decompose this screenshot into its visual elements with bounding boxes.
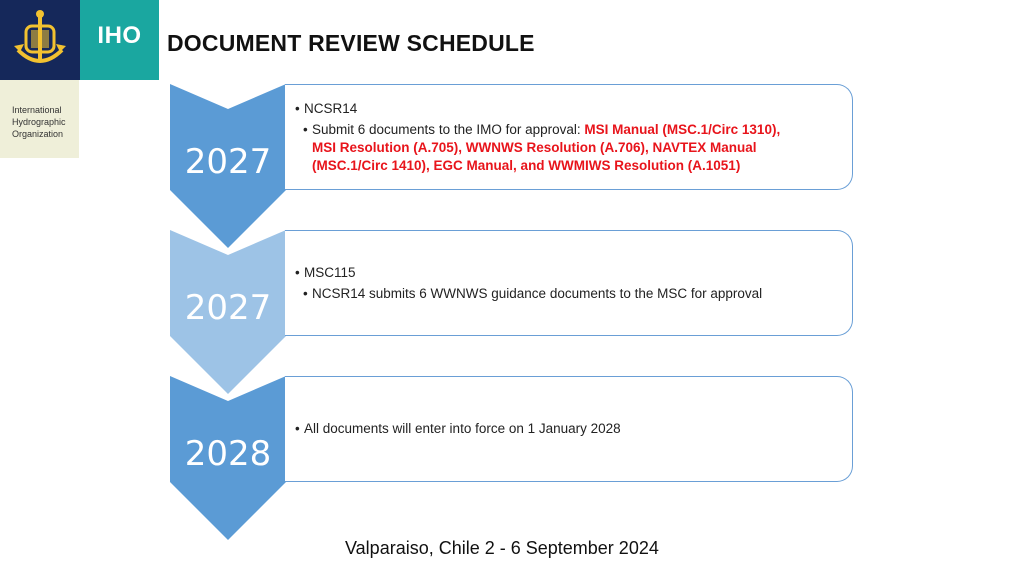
iho-abbr: IHO <box>97 22 142 49</box>
step-card-1 <box>285 84 853 190</box>
doc-list-line: MSI Manual (MSC.1/Circ 1310), <box>584 122 781 137</box>
doc-list-line: (MSC.1/Circ 1410), EGC Manual, and WWMIWS Resolution (A.1051) <box>312 158 741 173</box>
step-year: 2027 <box>184 142 272 182</box>
org-name-line: International <box>12 105 62 115</box>
page-title: DOCUMENT REVIEW SCHEDULE <box>167 30 535 56</box>
org-name-block <box>0 80 79 158</box>
timeline-chevron-3 <box>170 376 286 540</box>
step-sub-bullet: • Submit 6 documents to the IMO for approval: MSI Manual (MSC.1/Circ 1310), MSI Resolution (A.705), WWNWS Resolution (A.706), NAVTEX Manual (MSC.1/Circ 1410), EGC Manual, and WWMIWS Resolution (A.1051) <box>303 122 781 173</box>
step-year: 2027 <box>184 288 272 328</box>
org-name-line: Organization <box>12 129 64 139</box>
iho-wordmark <box>80 0 159 80</box>
org-name-line: Hydrographic <box>12 117 66 127</box>
footer-location-date: Valparaiso, Chile 2 - 6 September 2024 <box>345 538 659 558</box>
step-bullet: • NCSR14 <box>295 101 358 116</box>
org-name <box>12 104 66 140</box>
anchor-icon <box>0 0 80 80</box>
doc-list-line: MSI Resolution (A.705), WWNWS Resolution (A.706), NAVTEX Manual <box>312 140 757 155</box>
step-bullet: • All documents will enter into force on 1 January 2028 <box>295 421 621 436</box>
step-sub-text: NCSR14 submits 6 WWNWS guidance documents to the MSC for approval <box>312 286 763 301</box>
step-bullet: • MSC115 <box>295 265 356 280</box>
step-sub-bullet: • NCSR14 submits 6 WWNWS guidance documents to the MSC for approval <box>303 286 763 301</box>
step-card-3 <box>285 376 853 482</box>
timeline-chevron-1 <box>170 84 286 248</box>
timeline-chevron-2 <box>170 230 286 394</box>
step-bullet-text: All documents will enter into force on 1 January 2028 <box>304 421 621 436</box>
iho-emblem-logo <box>0 0 80 80</box>
step-card-2 <box>285 230 853 336</box>
step-year: 2028 <box>184 434 272 474</box>
step-bullet-text: MSC115 <box>304 265 356 280</box>
step-sub-text: Submit 6 documents to the IMO for approval: <box>312 122 585 137</box>
step-bullet-text: NCSR14 <box>304 101 358 116</box>
